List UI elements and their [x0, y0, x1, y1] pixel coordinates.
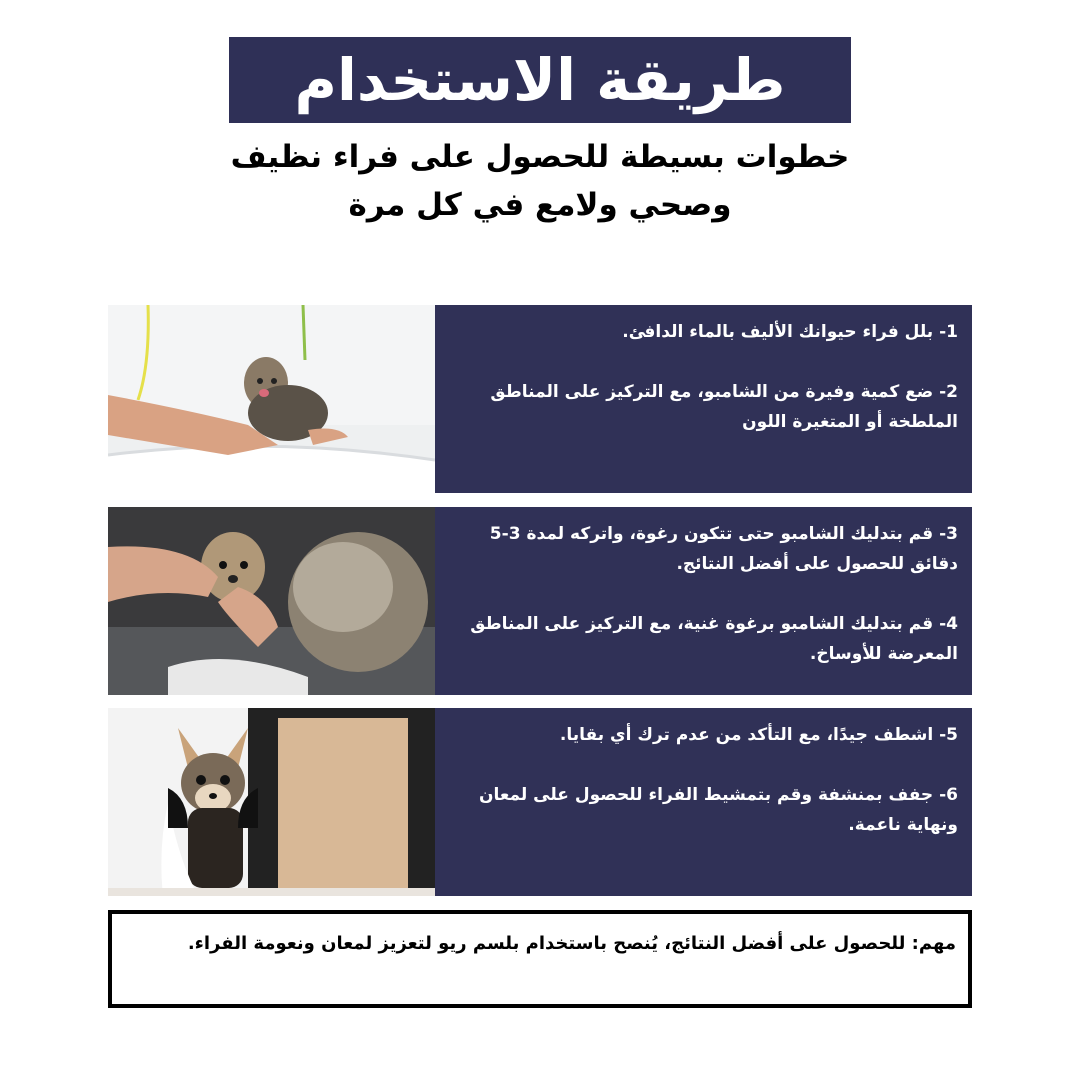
step-text-panel-3: [435, 708, 972, 896]
important-note-text: مهم: للحصول على أفضل النتائج، يُنصح باستخدام بلسم ريو لتعزيز لمعان ونعومة الفراء.: [187, 933, 956, 954]
wet-yorkie-photo: [108, 305, 435, 493]
step-item-1: 1- بلل فراء حيوانك الأليف بالماء الدافئ.: [622, 322, 958, 342]
step-row-1: [108, 305, 972, 493]
chihuahua-photo: [108, 708, 435, 896]
step-item-4: 4- قم بتدليك الشامبو برغوة غنية، مع التركيز على المناطق المعرضة للأوساخ.: [470, 614, 958, 664]
step-item-2: 2- ضع كمية وفيرة من الشامبو، مع التركيز على المناطق الملطخة أو المتغيرة اللون: [490, 382, 958, 432]
step-item-5: 5- اشطف جيدًا، مع التأكد من عدم ترك أي بقايا.: [559, 725, 958, 745]
page-title-text: طريقة الاستخدام: [294, 46, 786, 114]
step-text-panel-2: [435, 507, 972, 695]
step-row-3: [108, 708, 972, 896]
soapy-dog-photo: [108, 507, 435, 695]
important-note: [108, 910, 972, 1008]
page-title: [229, 37, 851, 123]
step-text-panel-1: [435, 305, 972, 493]
step-item-6: 6- جفف بمنشفة وقم بتمشيط الفراء للحصول على لمعان ونهاية ناعمة.: [478, 785, 958, 835]
subtitle-line-1: خطوات بسيطة للحصول على فراء نظيف: [230, 139, 850, 175]
page-subtitle: [150, 133, 930, 229]
step-item-3: 3- قم بتدليك الشامبو حتى تتكون رغوة، واتركه لمدة 3-5 دقائق للحصول على أفضل النتائج.: [489, 524, 958, 574]
step-row-2: [108, 507, 972, 695]
subtitle-line-2: وصحي ولامع في كل مرة: [348, 187, 732, 223]
